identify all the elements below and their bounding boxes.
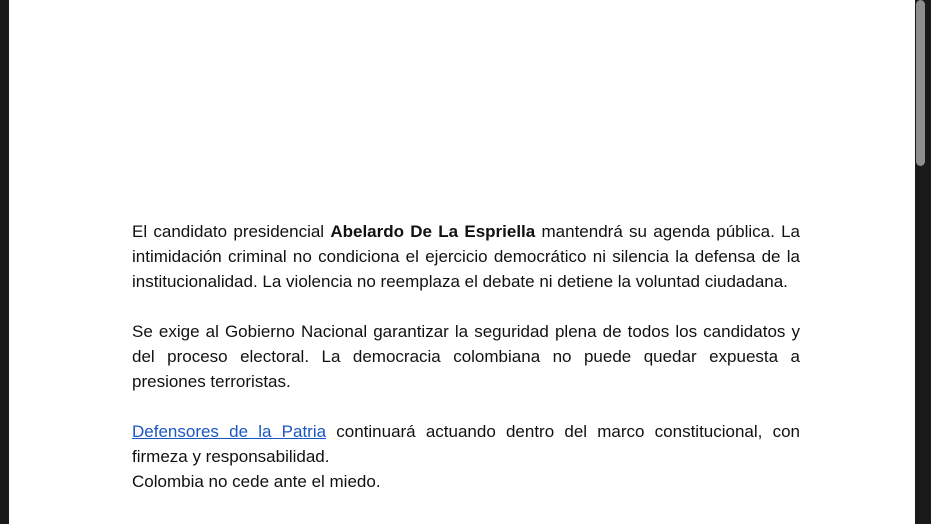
document-page [9,0,915,524]
document-body [132,219,800,494]
paragraph-security-demand-text: Se exige al Gobierno Nacional garantizar la seguridad plena de todos los candidatos y del proceso electoral. La democracia colombiana no puede quedar expuesta a presiones terroristas. [132,322,800,391]
paragraph-agenda-rest: mantendrá su agenda pública. La intimidación criminal no condiciona el ejercicio democrático ni silencia la defensa de la institucionalidad. La violencia no reemplaza el debate ni detiene la voluntad ciudadana. [132,222,801,291]
scrollbar-thumb[interactable] [916,0,925,166]
paragraph-agenda-intro: El candidato presidencial [132,222,331,241]
paragraph-agenda [132,219,800,294]
closing-slogan: Colombia no cede ante el miedo. [132,472,381,491]
paragraph-closing [132,419,800,494]
defensores-link[interactable]: Defensores de la Patria [132,422,327,441]
paragraph-security-demand [132,319,800,394]
paragraph-closing-rest: continuará actuando dentro del marco constitucional, con firmeza y responsabilidad. [132,422,800,466]
paragraph-closing-first [132,419,800,469]
candidate-name: Abelardo De La Espriella [330,222,536,241]
